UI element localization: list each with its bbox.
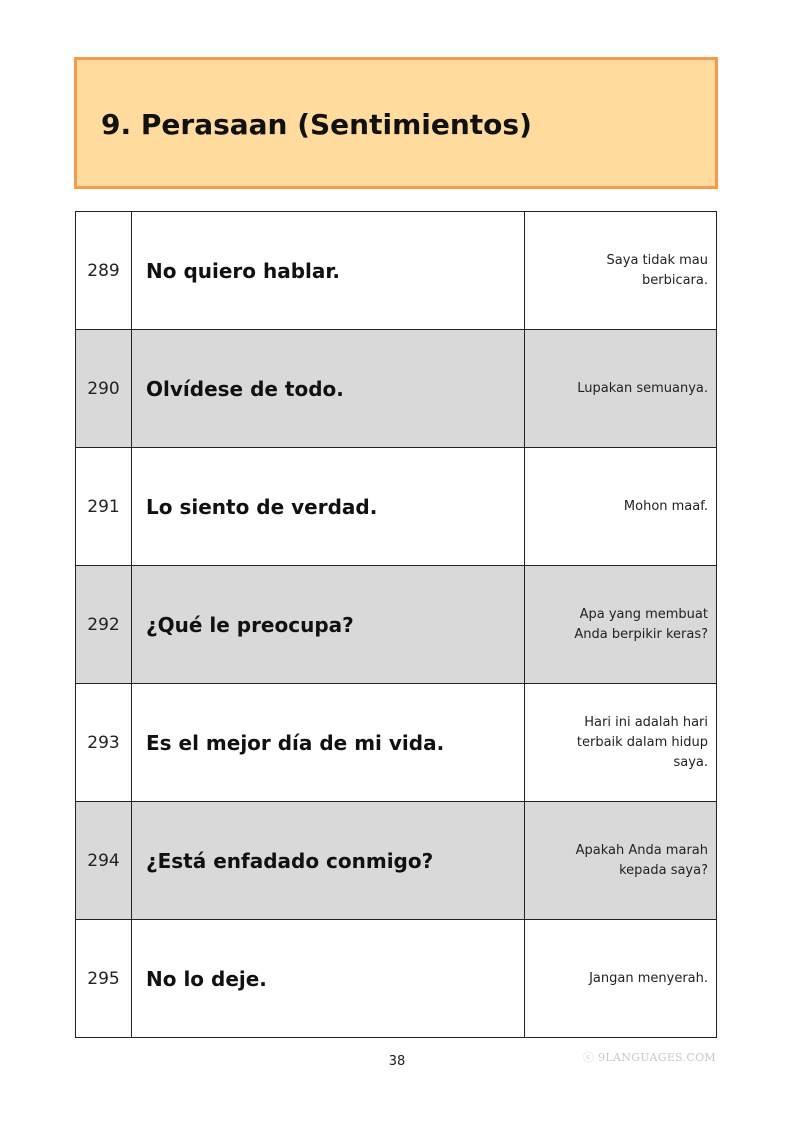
phrase-indonesian: Apakah Anda marah kepada saya? [525,802,717,920]
section-title: 9. Perasaan (Sentimientos) [101,108,532,141]
phrase-indonesian: Hari ini adalah hari terbaik dalam hidup saya. [525,684,717,802]
phrase-spanish: Es el mejor día de mi vida. [132,684,525,802]
phrase-number: 290 [76,330,132,448]
phrase-indonesian: Jangan menyerah. [525,920,717,1038]
table-row [76,802,717,920]
table-row [76,212,717,330]
table-row [76,920,717,1038]
phrase-indonesian: Lupakan semuanya. [525,330,717,448]
section-title-box [74,57,718,189]
phrase-indonesian: Mohon maaf. [525,448,717,566]
phrase-number: 289 [76,212,132,330]
table-row [76,448,717,566]
table-row [76,330,717,448]
phrase-indonesian: Apa yang membuat Anda berpikir keras? [525,566,717,684]
phrase-number: 291 [76,448,132,566]
phrase-table [75,211,717,1038]
phrase-spanish: Olvídese de todo. [132,330,525,448]
page-number: 38 [388,1054,406,1069]
copyright-watermark: ⓒ 9LANGUAGES.COM [583,1051,716,1064]
table-row [76,684,717,802]
phrase-number: 292 [76,566,132,684]
phrase-spanish: No quiero hablar. [132,212,525,330]
table-row [76,566,717,684]
phrase-number: 295 [76,920,132,1038]
phrase-indonesian: Saya tidak mau berbicara. [525,212,717,330]
phrase-number: 293 [76,684,132,802]
phrase-spanish: ¿Está enfadado conmigo? [132,802,525,920]
phrase-spanish: No lo deje. [132,920,525,1038]
phrase-spanish: Lo siento de verdad. [132,448,525,566]
phrase-spanish: ¿Qué le preocupa? [132,566,525,684]
phrase-number: 294 [76,802,132,920]
